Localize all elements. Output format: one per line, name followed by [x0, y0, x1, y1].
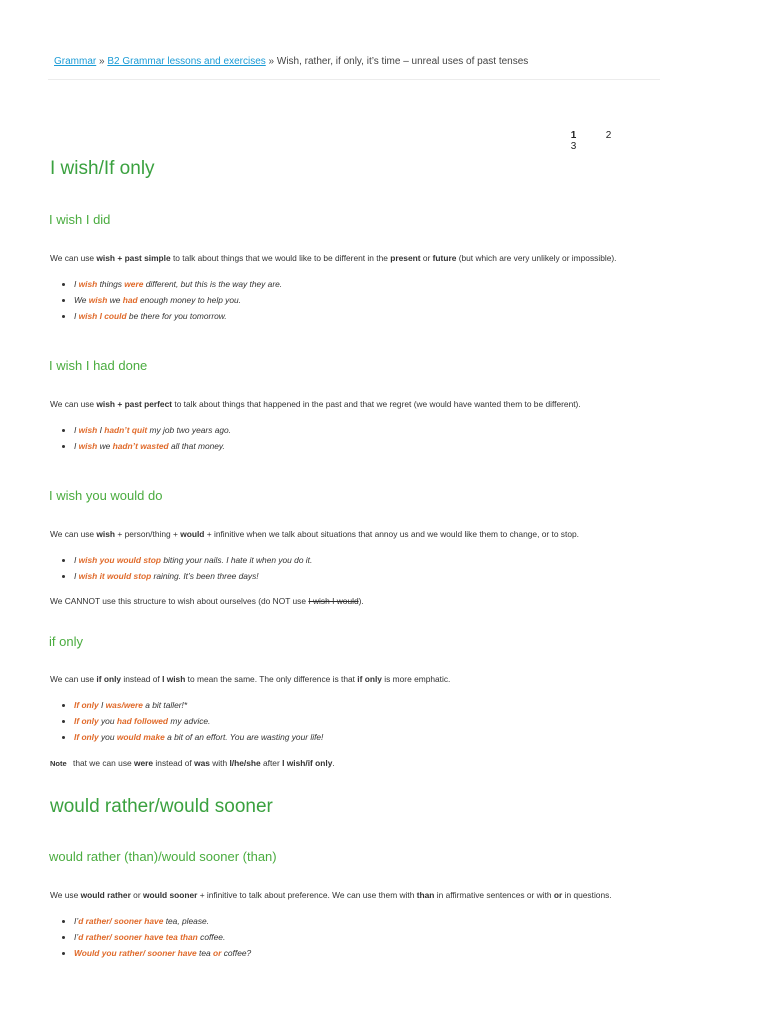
breadcrumb-current: » Wish, rather, if only, it’s time – unreal uses of past tenses [265, 56, 529, 67]
example-item: • I wish it would stop raining. It’s been three days! [74, 568, 312, 584]
example-item: • I wish you would stop biting your nails. I hate it when you do it. [74, 552, 312, 568]
note-label: Note [50, 759, 67, 768]
example-item: • I’d rather/ sooner have tea, please. [74, 913, 251, 929]
example-item: • Would you rather/ sooner have tea or coffee? [74, 945, 251, 961]
example-item: • If only you had followed my advice. [74, 713, 323, 729]
examples-if-only [60, 697, 323, 745]
explanation-wish-would: We can use wish + person/thing + would + infinitive when we talk about situations that annoy us and we would like them to change, or to stop. [50, 529, 579, 539]
section-title-i-wish: I wish/If only [50, 158, 155, 179]
example-item: • I wish I could be there for you tomorrow. [74, 308, 282, 324]
breadcrumb-link-b2-lessons[interactable]: B2 Grammar lessons and exercises [107, 56, 266, 67]
explanation-wish-past-simple: We can use wish + past simple to talk about things that we would like to be different in the present or future (but which are very unlikely or impossible). [50, 253, 617, 263]
page-link-2[interactable]: 2 [605, 130, 612, 141]
section-title-would-rather: would rather/would sooner [50, 796, 273, 817]
breadcrumb-separator: » [96, 56, 108, 67]
note-were-was: Note that we can use were instead of was with I/he/she after I wish/if only. [50, 758, 335, 768]
page-link-1[interactable]: 1 [570, 130, 577, 141]
examples-wish-did [60, 276, 282, 324]
breadcrumb [54, 56, 528, 67]
example-item: • If only I was/were a bit taller!* [74, 697, 323, 713]
example-item: • I wish I hadn’t quit my job two years ago. [74, 422, 231, 438]
explanation-would-rather: We use would rather or would sooner + infinitive to talk about preference. We can use them with than in affirmative sentences or with or in questions. [50, 890, 612, 900]
breadcrumb-link-grammar[interactable]: Grammar [54, 56, 97, 67]
examples-wish-had-done [60, 422, 231, 454]
heading-would-rather-than: would rather (than)/would sooner (than) [49, 849, 277, 864]
example-item: • I’d rather/ sooner have tea than coffee. [74, 929, 251, 945]
heading-i-wish-i-had-done: I wish I had done [49, 358, 148, 373]
heading-if-only: if only [49, 634, 83, 649]
example-item: • If only you would make a bit of an effort. You are wasting your life! [74, 729, 323, 745]
warning-cannot-use: We CANNOT use this structure to wish about ourselves (do NOT use I wish I would). [50, 596, 364, 606]
heading-i-wish-i-did: I wish I did [49, 212, 111, 227]
examples-would-rather [60, 913, 251, 961]
example-item: • I wish we hadn’t wasted all that money. [74, 438, 231, 454]
pagination [556, 130, 660, 152]
explanation-wish-past-perfect: We can use wish + past perfect to talk about things that happened in the past and that we regret (we would have wanted them to be different). [50, 399, 581, 409]
example-item: • I wish things were different, but this is the way they are. [74, 276, 282, 292]
explanation-if-only: We can use if only instead of I wish to mean the same. The only difference is that if only is more emphatic. [50, 674, 451, 684]
divider [48, 79, 660, 80]
heading-i-wish-you-would-do: I wish you would do [49, 488, 163, 503]
page-link-3[interactable]: 3 [570, 141, 577, 152]
examples-wish-would [60, 552, 312, 584]
example-item: • We wish we had enough money to help you. [74, 292, 282, 308]
